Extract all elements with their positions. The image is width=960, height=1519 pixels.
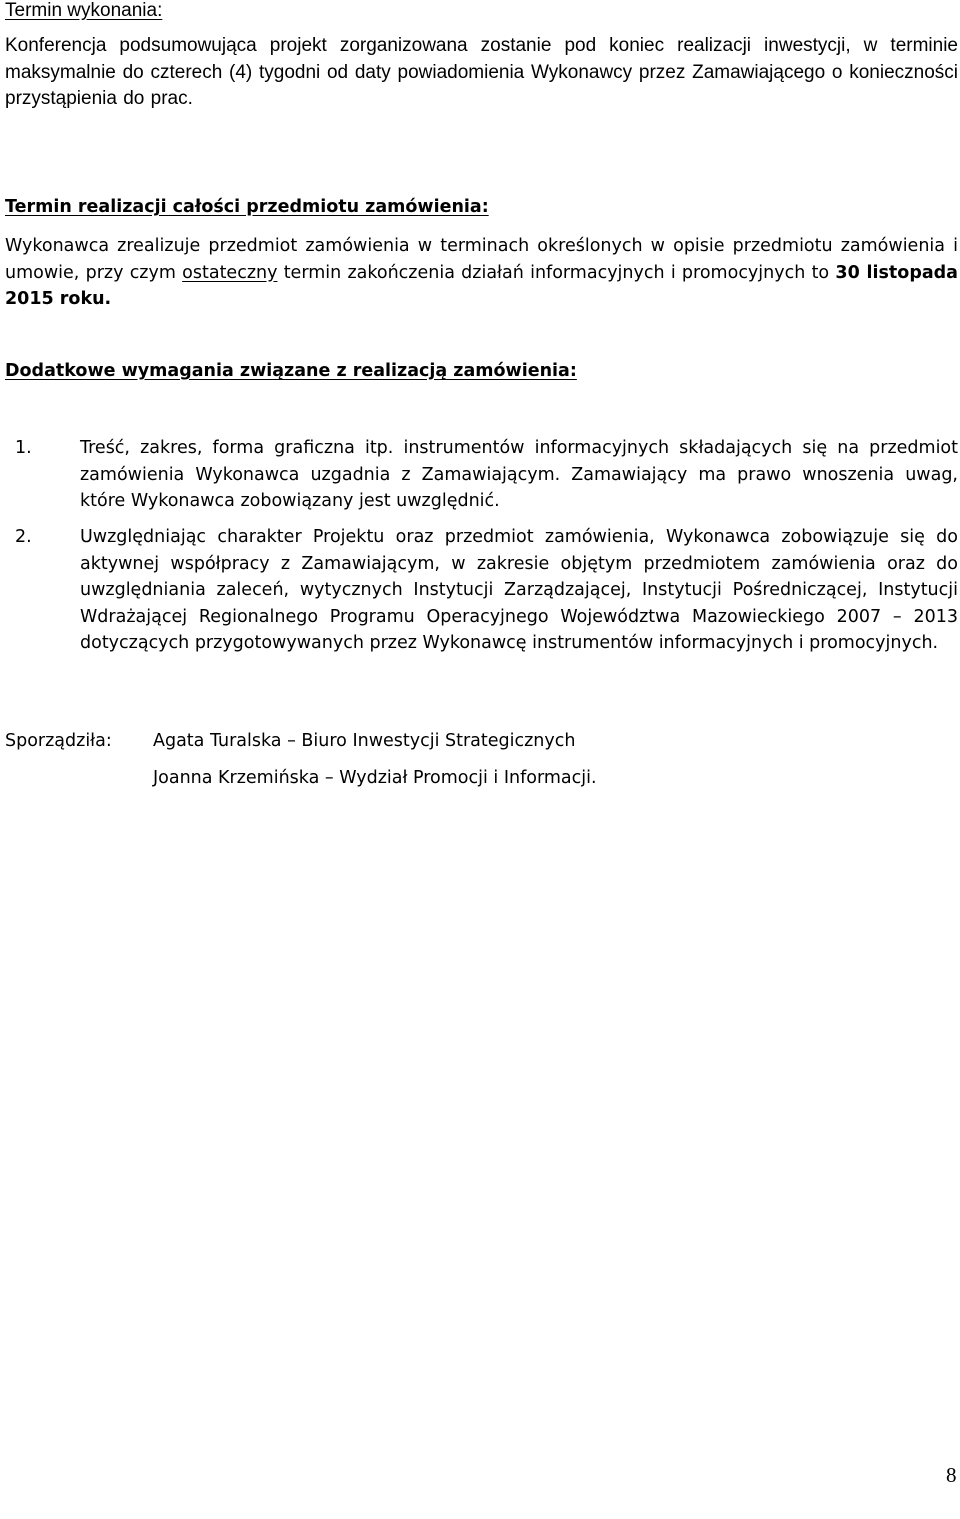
signature-line-1: Agata Turalska – Biuro Inwestycji Strategicznych [153,731,576,751]
list-item [15,524,958,657]
list-item-number: 1. [15,438,32,458]
section-heading-termin-wykonania: Termin wykonania: [5,0,163,21]
deadline-date: 30 listopada 2015 roku. [5,262,958,309]
list-item-text: Treść, zakres, forma graficzna itp. instrumentów informacyjnych składających się na przedmiot zamówienia Wykonawca uzgadnia z Zamawiającym. Zamawiający ma prawo wnoszenia uwag, które Wykonawca zobowiązany jest uwzględnić. [80,438,958,511]
signature-label: Sporządziła: [5,731,112,751]
paragraph-termin-realizacji [5,233,958,313]
list-item [15,435,958,515]
section-heading-dodatkowe-wymagania: Dodatkowe wymagania związane z realizacją zamówienia: [5,361,577,381]
signature-line-2: Joanna Krzemińska – Wydział Promocji i Informacji. [153,768,597,788]
list-item-number: 2. [15,527,32,547]
page-number: 8 [946,1463,957,1487]
underlined-word: ostateczny [182,262,278,283]
list-item-text: Uwzględniając charakter Projektu oraz przedmiot zamówienia, Wykonawca zobowiązuje się do aktywnej współpracy z Zamawiającym, w zakresie objętym przedmiotem zamówienia oraz do uwzględniania zaleceń, wytycznych Instytucji Zarządzającej, Instytucji Pośredniczącej, Instytucji Wdrażającej Regionalnego Programu Operacyjnego Województwa Mazowieckiego 2007 – 2013 dotyczących przygotowywanych przez Wykonawcę instrumentów informacyjnych i promocyjnych. [80,527,958,653]
section-heading-termin-realizacji: Termin realizacji całości przedmiotu zamówienia: [5,197,489,217]
paragraph-text-middle: termin zakończenia działań informacyjnych i promocyjnych to [277,262,836,283]
paragraph-text-start: Wykonawca zrealizuje przedmiot zamówienia w terminach określonych w opisie przedmiotu zamówienia i umowie, przy czym [5,236,958,283]
paragraph-termin-wykonania: Konferencja podsumowująca projekt zorganizowana zostanie pod koniec realizacji inwestycji, w terminie maksymalnie do czterech (4) tygodni od daty powiadomienia Wykonawcy przez Zamawiającego o konieczności przystąpienia do prac. [5,35,958,109]
